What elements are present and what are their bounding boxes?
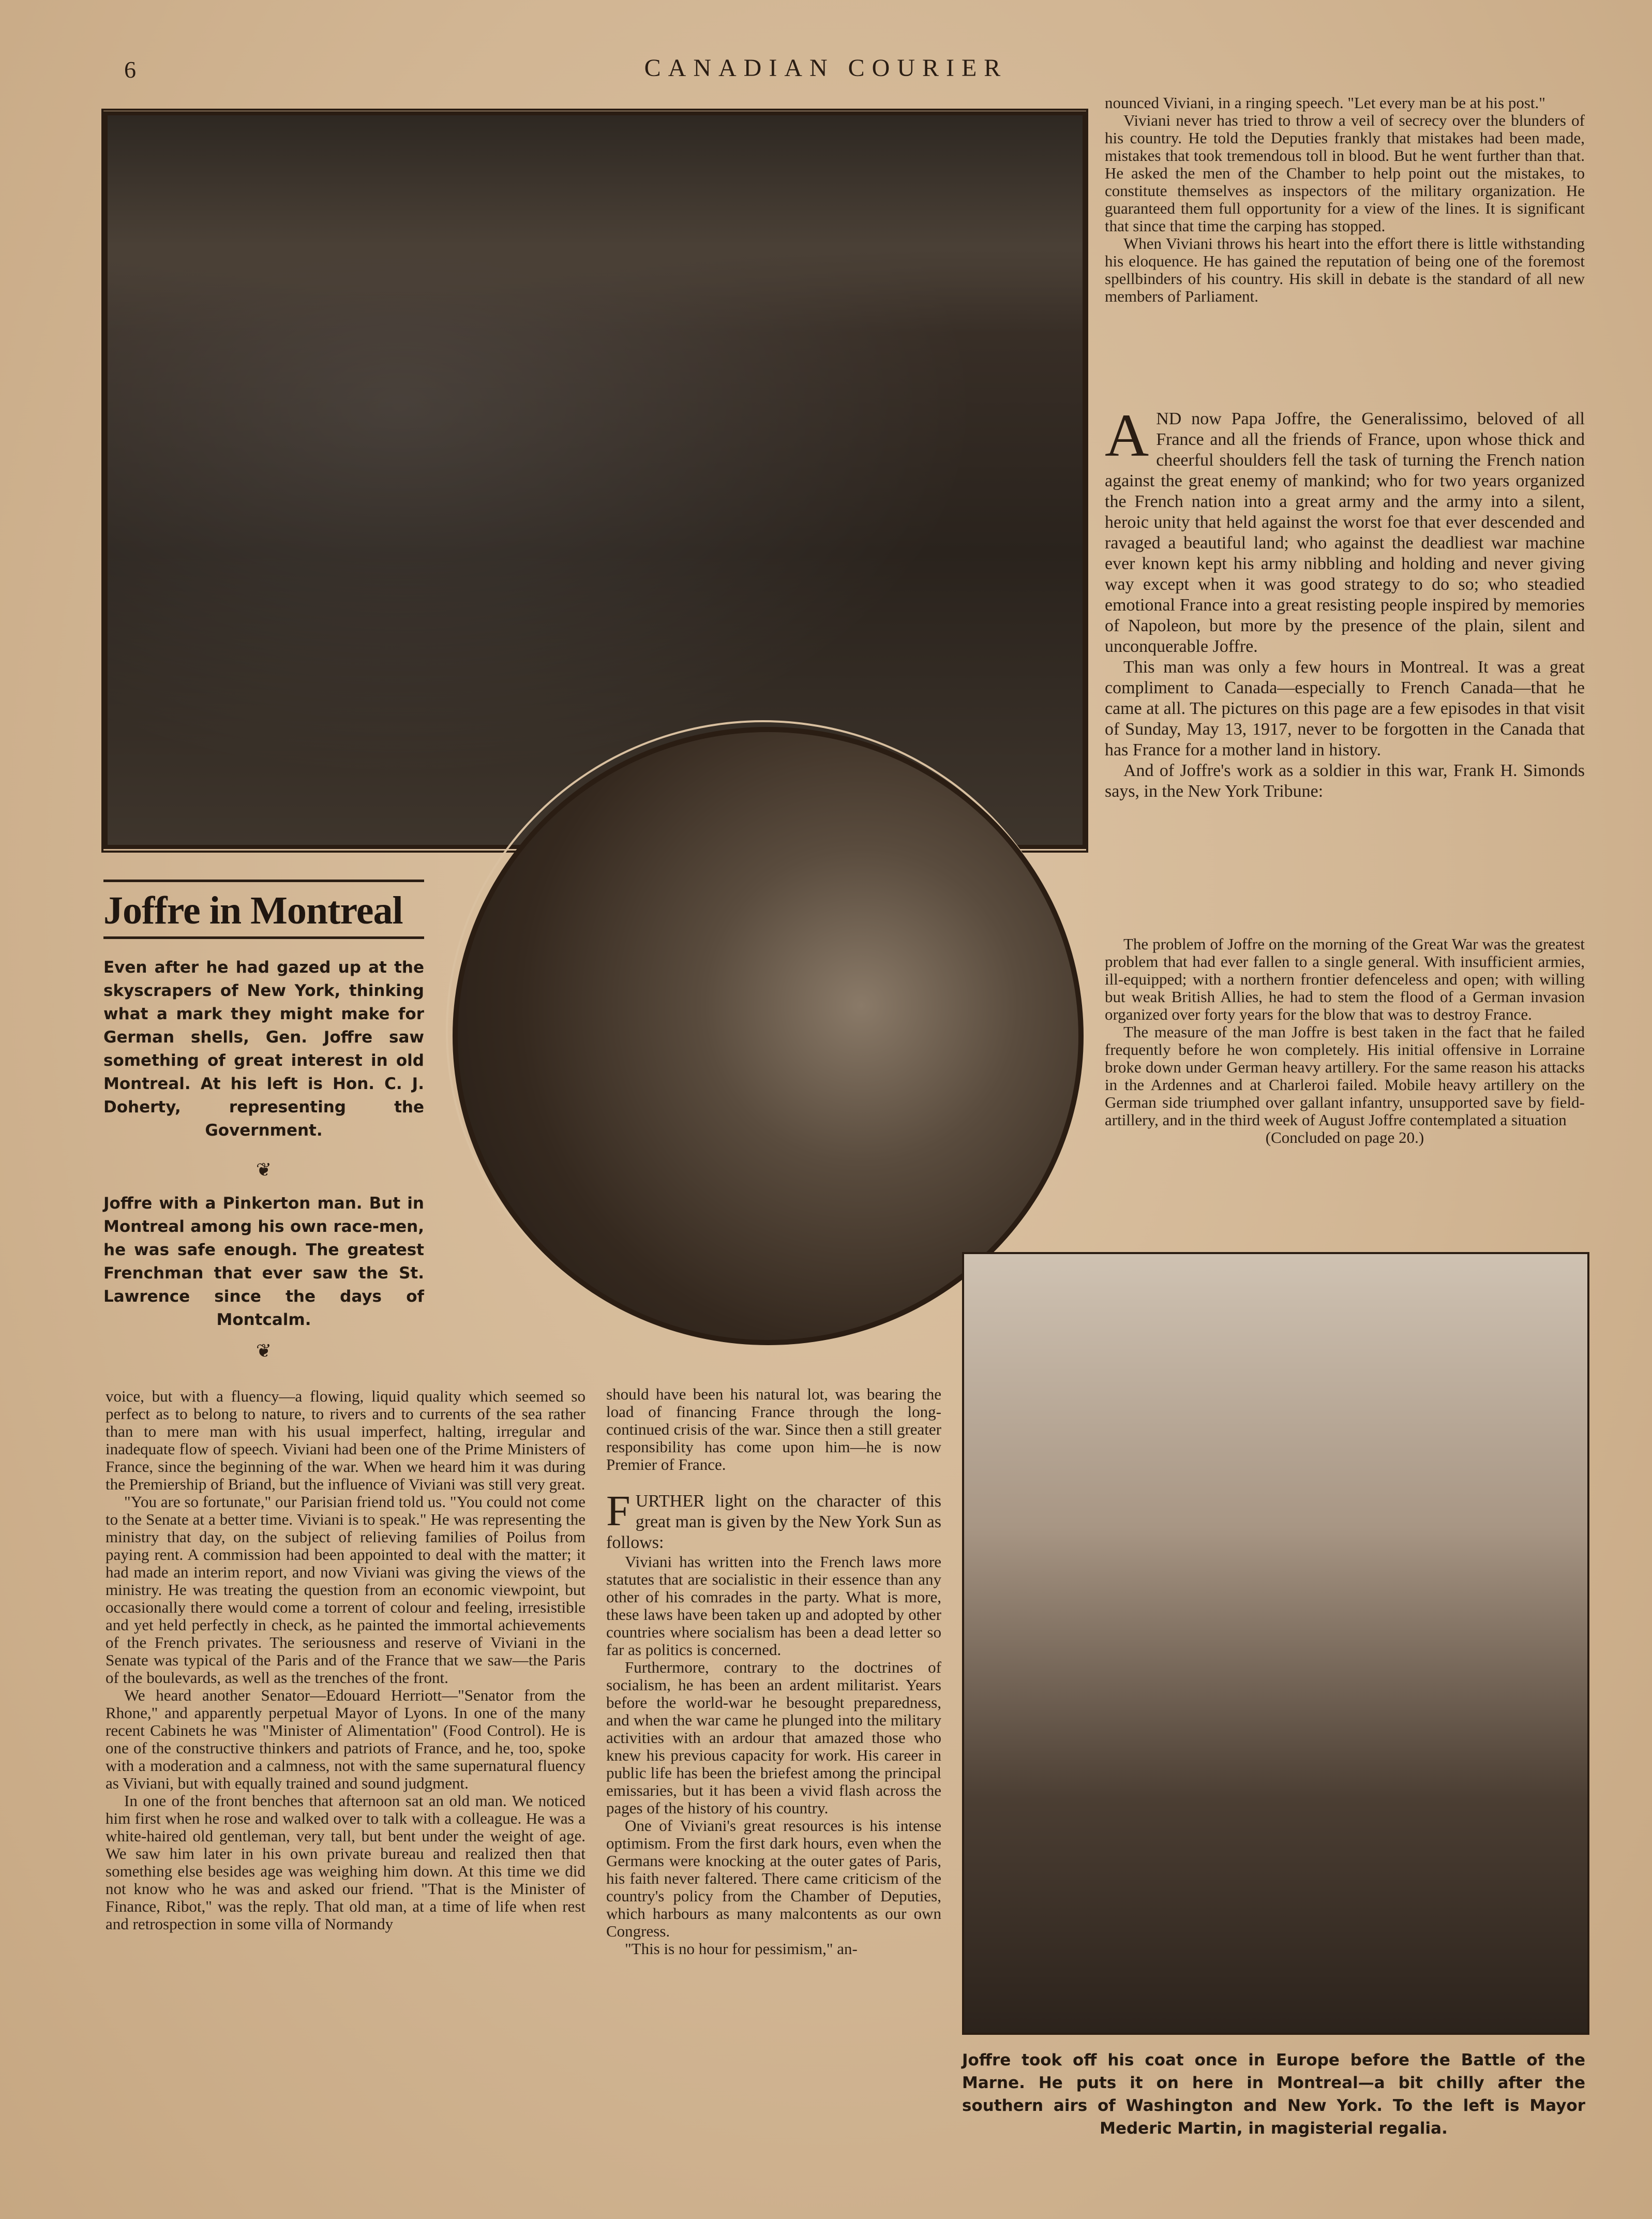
paragraph: In one of the front benches that afternoon sat an old man. We noticed him first when he rose and walked over to talk with a colleague. He was a white-haired old gentleman, very tall, but bent under the weight of age. We saw him later in his own private bureau and realized then that something else besides age was weighing him down. At this time we did not know who he was and asked our friend. "That is the Minister of Finance, Ribot," was the reply. That old man, at a time of life when rest and retrospection in some villa of Normandy [106,1792,585,1933]
article-title: Joffre in Montreal [103,889,403,932]
photo-joffre-coat [962,1252,1589,2035]
ornament-leaf: ❦ [256,1341,272,1361]
middle-column-body [606,1386,941,1958]
drop-cap: F [606,1487,630,1535]
continued-note: (Concluded on page 20.) [1265,1128,1424,1146]
paragraph: should have been his natural lot, was bearing the load of financing France through the long-continued crisis of the war. Since then a still greater responsibility has come upon him—he is now Premier of France. [606,1385,941,1473]
caption-coat: Joffre took off his coat once in Europe before the Battle of the Marne. He puts it on here in Montreal—a bit chilly after the southern airs of Washington and New York. To the left is Mayor Mederic Martin, in magisterial regalia. [962,2051,1585,2138]
page-number: 6 [124,56,136,83]
right-column-quote [1105,935,1585,1146]
lead-text: URTHER light on the character of this great man is given by the New York Sun as follows: [606,1492,941,1552]
paragraph: Viviani has written into the French laws more statutes that are socialistic in their essence than any other of his comrades in the party. What is more, these laws have been taken up and adopted by other countries where socialism has been a dead letter so far as politics is concerned. [606,1553,941,1659]
right-column-lead [1105,401,1585,802]
right-column-top [1105,94,1585,305]
title-rule-bottom [103,936,424,939]
title-rule-top [103,880,424,882]
drop-cap: A [1105,401,1149,469]
quote-paragraph: The problem of Joffre on the morning of the Great War was the greatest problem that had ever fallen to a single general. With insufficient armies, ill-equipped; with a northern frontier defenceless and open; with willing but weak British Allies, he had to stem the flood of a German invasion organized over forty years for the blow that was to destroy France. [1105,935,1585,1023]
ornament-leaf: ❦ [256,1159,272,1180]
paragraph: nounced Viviani, in a ringing speech. "Let every man be at his post." [1105,94,1545,112]
photo-crowd-motorcade [103,111,1087,849]
paragraph: One of Viviani's great resources is his intense optimism. From the first dark hours, even when the Germans were knocking at the outer gates of Paris, his faith never faltered. There came criticism of the country's policy from the Chamber of Deputies, which harbours as many malcontents as our own Congress. [606,1816,941,1940]
paragraph: "This is no hour for pessimism," an- [625,1940,858,1958]
lead-paragraph [1105,401,1585,657]
quote-paragraph: The measure of the man Joffre is best taken in the fact that he failed frequently before he won completely. His initial offensive in Lorraine broke down under German heavy artillery. For the same reason his attacks in the Ardennes and at Charleroi failed. Mobile heavy artillery on the German side triumphed over gallant infantry, unsupported save by field-artillery, and in the third week of August Joffre contemplated a situation [1105,1023,1585,1129]
lead-paragraph [606,1487,941,1553]
paragraph: We heard another Senator—Edouard Herriott—"Senator from the Rhone," and apparently perpetual Mayor of Lyons. In one of the many recent Cabinets he was "Minister of Alimentation" (Food Control). He is one of the constructive thinkers and patriots of France, and he, too, spoke with a moderation and a calmness, not with the same supernatural fluency as Viviani, but with equally trained and sound judgment. [106,1686,585,1792]
paragraph: voice, but with a fluency—a flowing, liquid quality which seemed so perfect as to belong to nature, to rivers and to currents of the sea rather than to mere man with his usual imperfect, halting, irregular and inadequate flow of speech. Viviani had been one of the Prime Ministers of France, since the beginning of the war. When we heard him it was during the Premiership of Briand, but the influence of Viviani was still very great. [106,1387,585,1493]
paragraph: And of Joffre's work as a soldier in this war, Frank H. Simonds says, in the New York Tribune: [1105,761,1585,801]
caption-crowd: Even after he had gazed up at the skyscrapers of New York, thinking what a mark they might make for German shells, Gen. Joffre saw something of great interest in old Montreal. At his left is Hon. C. J. Doherty, representing the Government. [103,958,424,1140]
left-column-body [106,1388,585,1933]
paragraph: When Viviani throws his heart into the effort there is little withstanding his eloquence. He has gained the reputation of being one of the foremost spellbinders of his country. His skill in debate is the standard of all new members of Parliament. [1105,234,1585,305]
paragraph: This man was only a few hours in Montreal. It was a great compliment to Canada—especially to French Canada—that he came at all. The pictures on this page are a few episodes in that visit of Sunday, May 13, 1917, never to be forgotten in the Canada that has France for a mother land in history. [1105,658,1585,759]
paragraph: Viviani never has tried to throw a veil of secrecy over the blunders of his country. He told the Deputies frankly that mistakes had been made, mistakes that took tremendous toll in blood. But he went further than that. He asked the men of the Chamber to help point out the mistakes, to constitute themselves as inspectors of the military organization. He guaranteed them full opportunity for a view of the lines. It is significant that since that time the carping has stopped. [1105,111,1585,235]
lead-text: ND now Papa Joffre, the Generalissimo, beloved of all France and all the friends of France, upon whose thick and cheerful shoulders fell the task of turning the French nation against the great enemy of mankind; who for two years organized the French nation into a great army and the army into a silent, heroic unity that held against the worst foe that ever descended and ravaged a beautiful land; who against the deadliest war machine ever known kept his army nibbling and holding and never giving way except when it was good strategy to do so; who steadied emotional France into a great resisting people inspired by memories of Napoleon, but more by the presence of the plain, silent and unconquerable Joffre. [1105,409,1585,656]
running-head: CANADIAN COURIER [644,54,1008,82]
paragraph: Furthermore, contrary to the doctrines of socialism, he has been an ardent militarist. Years before the world-war he besought preparedness, and when the war came he plunged into the military activities with an ardour that amazed those who knew his previous capacity for work. His career in public life has been the briefest among the principal emissaries, but it has been a vivid flash across the pages of the history of his country. [606,1658,941,1817]
caption-pinkerton: Joffre with a Pinkerton man. But in Montreal among his own race-men, he was safe enough. The greatest Frenchman that ever saw the St. Lawrence since the days of Montcalm. [103,1194,424,1329]
paragraph: "You are so fortunate," our Parisian friend told us. "You could not come to the Senate at a better time. Viviani is to speak." He was representing the ministry that day, on the subject of relieving families of Poilus from paying rent. A commission had been appointed to deal with the matter; it had made an interim report, and now Viviani was giving the views of the ministry. He was treating the question from an economic viewpoint, but occasionally there would come a torrent of colour and feeling, irresistible and yet held perfectly in check, as he painted the immortal achievements of the French privates. The seriousness and reserve of Viviani in the Senate was typical of the Paris and of the France that we saw—the Paris of the boulevards, as well as the trenches of the front. [106,1493,585,1687]
